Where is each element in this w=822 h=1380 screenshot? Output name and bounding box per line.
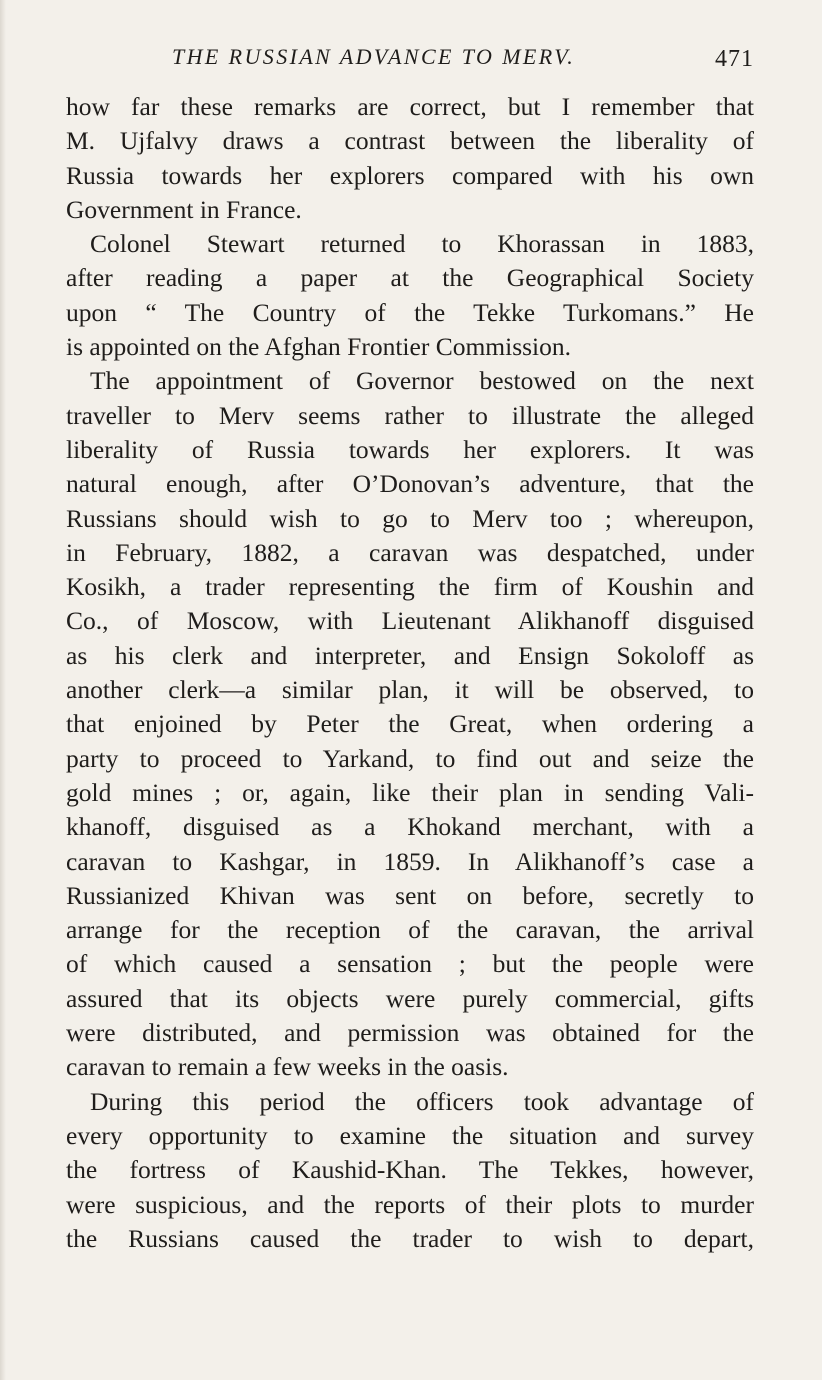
text-line: caravan to Kashgar, in 1859. In Alikhanoff’s case a [66, 846, 754, 876]
text-line: is appointed on the Afghan Frontier Commission. [66, 332, 572, 362]
text-line: Russia towards her explorers compared with his own [66, 160, 754, 190]
text-line: caravan to remain a few weeks in the oasis. [66, 1052, 509, 1082]
body-text [66, 90, 754, 1256]
text-line: of which caused a sensation ; but the people were [66, 949, 754, 979]
text-line: in February, 1882, a caravan was despatched, under [66, 537, 754, 567]
text-line: every opportunity to examine the situation and survey [66, 1120, 754, 1150]
running-title: THE RUSSIAN ADVANCE TO MERV. [172, 44, 576, 69]
text-line: arrange for the reception of the caravan, the arrival [66, 915, 754, 945]
text-line: M. Ujfalvy draws a contrast between the liberality of [66, 126, 754, 156]
text-line: another clerk—a similar plan, it will be observed, to [66, 675, 754, 705]
text-line: that enjoined by Peter the Great, when ordering a [66, 709, 754, 739]
text-line: gold mines ; or, again, like their plan in sending Vali- [66, 777, 754, 807]
text-line: the fortress of Kaushid-Khan. The Tekkes, however, [66, 1155, 754, 1185]
text-line: Colonel Stewart returned to Khorassan in 1883, [90, 229, 754, 259]
text-line: after reading a paper at the Geographical Society [66, 263, 754, 293]
text-line: natural enough, after O’Donovan’s adventure, that the [66, 469, 754, 499]
text-line: Russians should wish to go to Merv too ; whereupon, [66, 503, 754, 533]
page-number: 471 [715, 46, 754, 72]
text-line: liberality of Russia towards her explorers. It was [66, 434, 754, 464]
page-binding-edge [0, 0, 6, 1380]
text-line: Russianized Khivan was sent on before, secretly to [66, 880, 754, 910]
text-line: assured that its objects were purely commercial, gifts [66, 983, 754, 1013]
text-line: how far these remarks are correct, but I remember that [66, 92, 754, 121]
text-line: were distributed, and permission was obtained for the [66, 1018, 754, 1048]
text-line: khanoff, disguised as a Khokand merchant, with a [66, 812, 754, 842]
text-line: Co., of Moscow, with Lieutenant Alikhanoff disguised [66, 606, 754, 636]
text-line: During this period the officers took advantage of [90, 1086, 754, 1116]
text-line: Kosikh, a trader representing the firm of Koushin and [66, 572, 754, 602]
text-line: the Russians caused the trader to wish to depart, [66, 1223, 754, 1253]
text-line: upon “ The Country of the Tekke Turkomans.” He [66, 297, 754, 327]
text-line: were suspicious, and the reports of their plots to murder [66, 1189, 754, 1219]
text-line: Government in France. [66, 194, 302, 224]
text-line: traveller to Merv seems rather to illustrate the alleged [66, 400, 754, 430]
text-line: party to proceed to Yarkand, to find out and seize the [66, 743, 754, 773]
text-line: as his clerk and interpreter, and Ensign Sokoloff as [66, 640, 754, 670]
running-header [66, 44, 754, 78]
text-line: The appointment of Governor bestowed on the next [90, 366, 754, 396]
